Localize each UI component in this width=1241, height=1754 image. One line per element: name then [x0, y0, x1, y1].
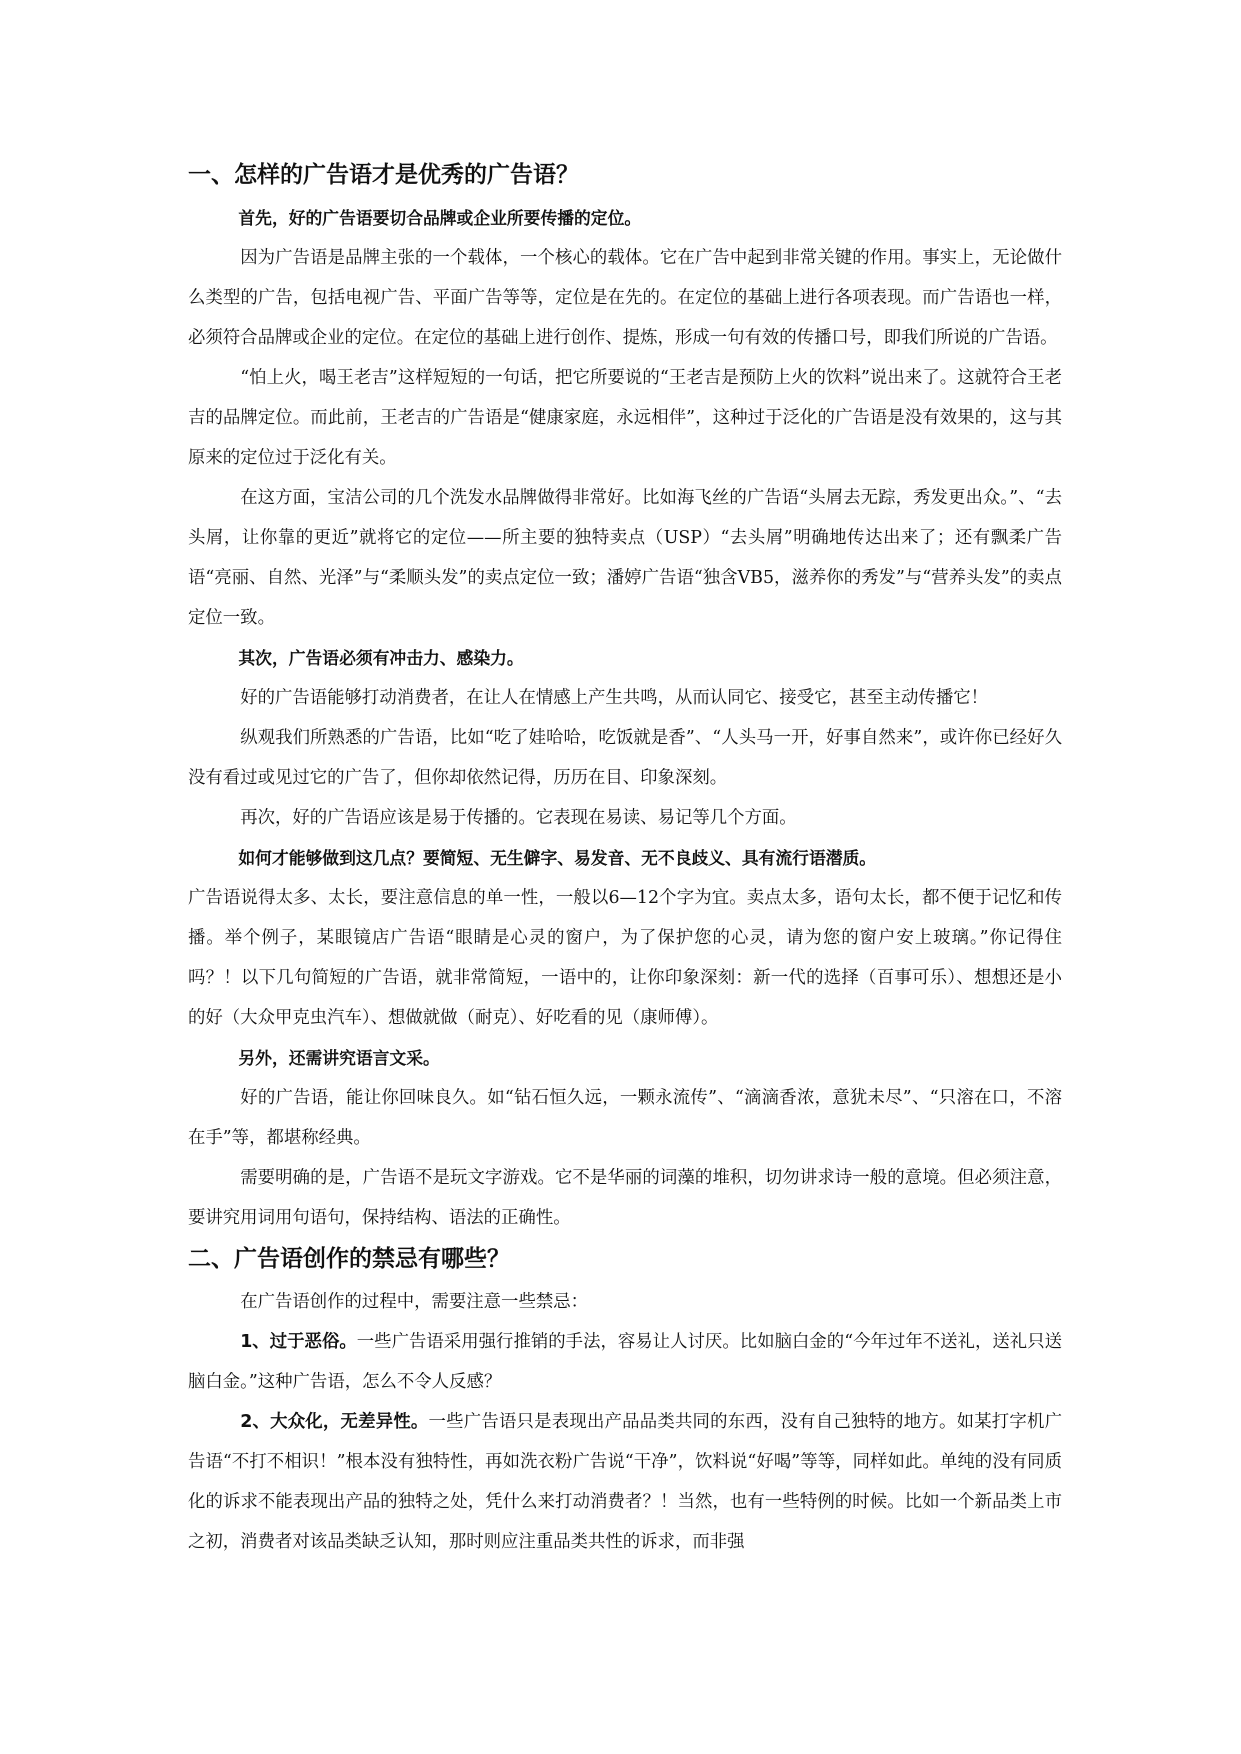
- taboo-item-text: 一些广告语采用强行推销的手法，容易让人讨厌。比如脑白金的“今年过年不送礼，送礼只送脑白金。”这种广告语，怎么不令人反感？: [188, 1332, 1062, 1392]
- taboo-item-lead: 1、过于恶俗。: [240, 1332, 357, 1352]
- taboo-item-lead: 2、大众化，无差异性。: [240, 1412, 429, 1432]
- paragraph: 纵观我们所熟悉的广告语，比如“吃了娃哈哈，吃饭就是香”、“人头马一开，好事自然来”，或许你已经好久没有看过或见过它的广告了，但你却依然记得，历历在目、印象深刻。: [188, 728, 1062, 788]
- section-heading-2: 二、广告语创作的禁忌有哪些？: [188, 1246, 510, 1272]
- subheading-positioning: 首先，好的广告语要切合品牌或企业所要传播的定位。: [238, 208, 642, 228]
- document-body: [188, 158, 1062, 1562]
- paragraph: 需要明确的是，广告语不是玩文字游戏。它不是华丽的词藻的堆积，切勿讲求诗一般的意境。但必须注意，要讲究用词用句语句，保持结构、语法的正确性。: [188, 1168, 1062, 1228]
- paragraph: 在广告语创作的过程中，需要注意一些禁忌：: [240, 1292, 589, 1312]
- taboo-item-text: 一些广告语只是表现出产品品类共同的东西，没有自己独特的地方。如某打字机广告语“不打不相识！”根本没有独特性，再如洗衣粉广告说“干净”，饮料说“好喝”等等，同样如此。单纯的没有同质化的诉求不能表现出产品的独特之处，凭什么来打动消费者？！当然，也有一些特例的时候。比如一个新品类上市之初，消费者对该品类缺乏认知，那时则应注重品类共性的诉求，而非强: [188, 1412, 1062, 1552]
- paragraph: 好的广告语，能让你回味良久。如“钻石恒久远，一颗永流传”、“滴滴香浓，意犹未尽”、“只溶在口，不溶在手”等，都堪称经典。: [188, 1088, 1062, 1148]
- paragraph: 好的广告语能够打动消费者，在让人在情感上产生共鸣，从而认同它、接受它，甚至主动传播它！: [240, 688, 988, 708]
- subheading-how: 如何才能够做到这几点？要简短、无生僻字、易发音、无不良歧义、具有流行语潜质。: [238, 848, 877, 868]
- subheading-style: 另外，还需讲究语言文采。: [238, 1048, 440, 1068]
- paragraph: 再次，好的广告语应该是易于传播的。它表现在易读、易记等几个方面。: [240, 808, 797, 828]
- taboo-item-1: [188, 1322, 1062, 1402]
- section-heading-1: 一、怎样的广告语才是优秀的广告语？: [188, 162, 579, 188]
- paragraph: 在这方面，宝洁公司的几个洗发水品牌做得非常好。比如海飞丝的广告语“头屑去无踪，秀发更出众。”、“去头屑，让你靠的更近”就将它的定位——所主要的独特卖点（USP）“去头屑”明确地传达出来了；还有飘柔广告语“亮丽、自然、光泽”与“柔顺头发”的卖点定位一致；潘婷广告语“独含VB5，滋养你的秀发”与“营养头发”的卖点定位一致。: [188, 488, 1062, 628]
- subheading-impact: 其次，广告语必须有冲击力、感染力。: [238, 648, 524, 668]
- paragraph: 广告语说得太多、太长，要注意信息的单一性，一般以6—12个字为宜。卖点太多，语句太长，都不便于记忆和传播。举个例子，某眼镜店广告语“眼睛是心灵的窗户，为了保护您的心灵，请为您的窗户安上玻璃。”你记得住吗？！以下几句简短的广告语，就非常简短，一语中的，让你印象深刻：新一代的选择（百事可乐）、想想还是小的好（大众甲克虫汽车）、想做就做（耐克）、好吃看的见（康师傅）。: [188, 888, 1062, 1028]
- taboo-item-2: [188, 1402, 1062, 1562]
- paragraph: 因为广告语是品牌主张的一个载体，一个核心的载体。它在广告中起到非常关键的作用。事实上，无论做什么类型的广告，包括电视广告、平面广告等等，定位是在先的。在定位的基础上进行各项表现。而广告语也一样，必须符合品牌或企业的定位。在定位的基础上进行创作、提炼，形成一句有效的传播口号，即我们所说的广告语。: [188, 248, 1062, 348]
- paragraph: “怕上火，喝王老吉”这样短短的一句话，把它所要说的“王老吉是预防上火的饮料”说出来了。这就符合王老吉的品牌定位。而此前，王老吉的广告语是“健康家庭，永远相伴”，这种过于泛化的广告语是没有效果的，这与其原来的定位过于泛化有关。: [188, 368, 1062, 468]
